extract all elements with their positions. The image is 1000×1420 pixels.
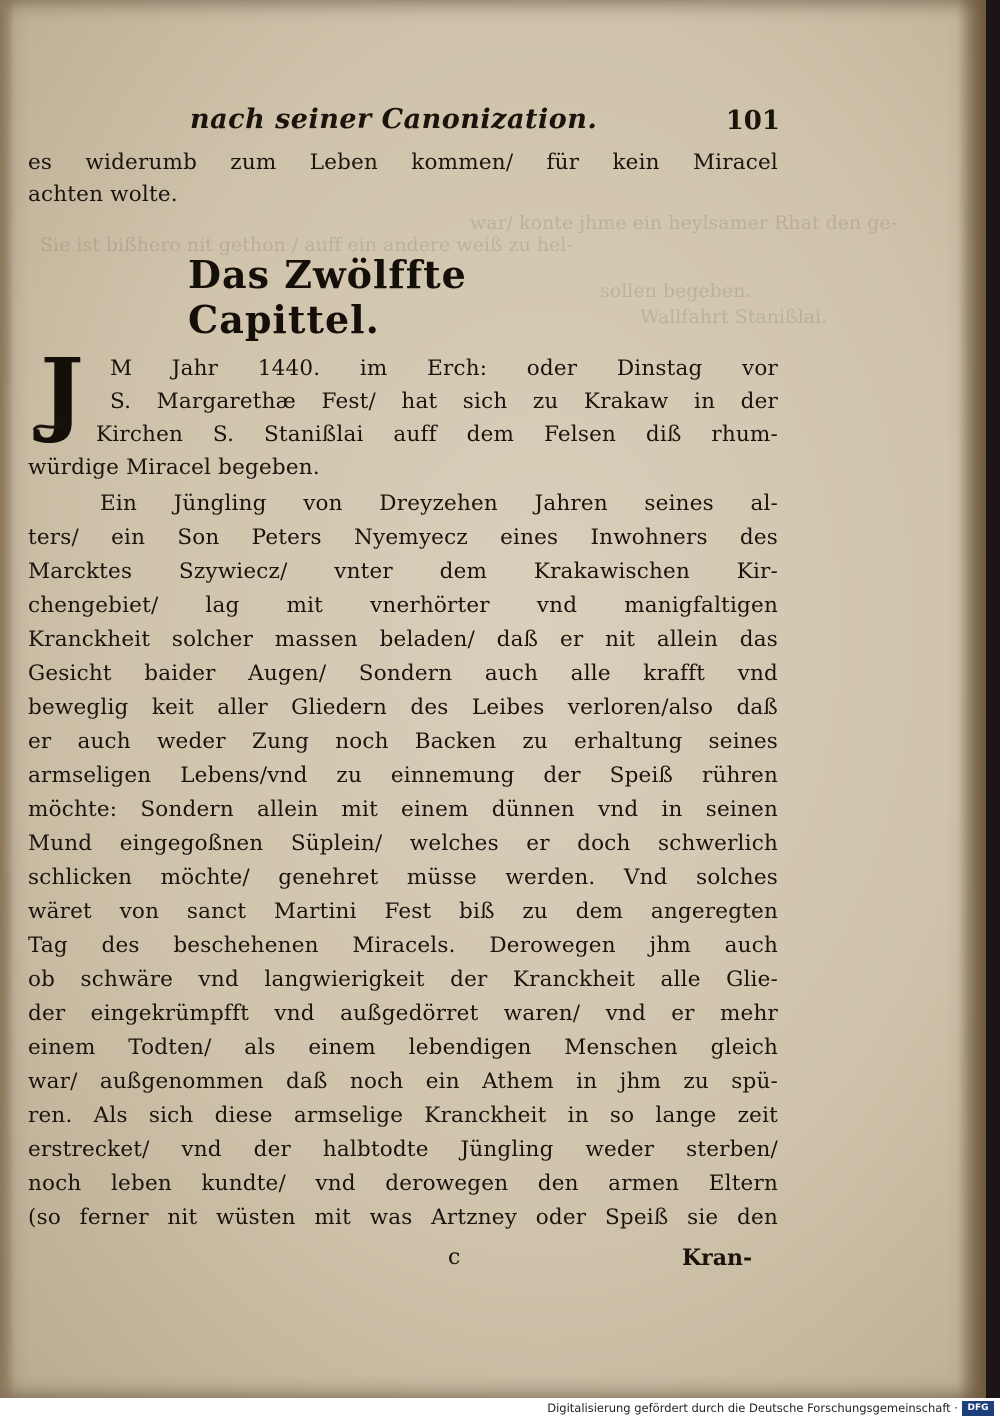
footer-credit: Digitalisierung gefördert durch die Deutsche Forschungsgemeinschaft ·: [547, 1401, 958, 1415]
running-head: nach seiner Canonization.: [190, 104, 598, 135]
text-line: der eingekrümpfft vnd außgedörret waren/ vnd er mehr: [28, 1001, 778, 1026]
text-line: wäret von sanct Martini Fest biß zu dem angeregten: [28, 899, 778, 924]
text-line: erstrecket/ vnd der halbtodte Jüngling weder sterben/: [28, 1137, 778, 1162]
text-line: (so ferner nit wüsten mit was Artzney oder Speiß sie den: [28, 1205, 778, 1230]
text-line: S. Margarethæ Fest/ hat sich zu Krakaw in der: [110, 389, 778, 414]
text-line: schlicken möchte/ genehret müsse werden. Vnd solches: [28, 865, 778, 890]
text-line: war/ außgenommen daß noch ein Athem in jhm zu spü-: [28, 1069, 778, 1094]
text-line: M Jahr 1440. im Erch: oder Dinstag vor: [110, 356, 778, 381]
text-line: es widerumb zum Leben kommen/ für kein Miracel: [28, 150, 778, 175]
show-through-text: Sie ist bißhero nit gethon / auff ein andere weiß zu hel-: [40, 234, 573, 256]
text-line: ters/ ein Son Peters Nyemyecz eines Inwohners des: [28, 525, 778, 550]
drop-cap-initial: J: [40, 338, 84, 446]
text-line: er auch weder Zung noch Backen zu erhaltung seines: [28, 729, 778, 754]
signature-mark: c: [448, 1245, 461, 1270]
page-number: 101: [725, 106, 780, 136]
text-line: noch leben kundte/ vnd derowegen den armen Eltern: [28, 1171, 778, 1196]
show-through-text: sollen begeben.: [600, 280, 752, 302]
text-line: achten wolte.: [28, 182, 178, 207]
text-line: Marcktes Szywiecz/ vnter dem Krakawischen Kir-: [28, 559, 778, 584]
text-line: Kirchen S. Stanißlai auff dem Felsen diß rhum-: [96, 422, 778, 447]
text-line: einem Todten/ als einem lebendigen Menschen gleich: [28, 1035, 778, 1060]
text-line: armseligen Lebens/vnd zu einnemung der Speiß rühren: [28, 763, 778, 788]
text-line: Ein Jüngling von Dreyzehen Jahren seines al-: [100, 491, 778, 516]
show-through-text: Wallfahrt Stanißlai.: [640, 306, 828, 328]
text-line: Gesicht baider Augen/ Sondern auch alle krafft vnd: [28, 661, 778, 686]
text-line: Kranckheit solcher massen beladen/ daß er nit allein das: [28, 627, 778, 652]
show-through-text: war/ konte jhme ein heylsamer Rhat den ge-: [470, 212, 898, 234]
digitization-footer: [0, 1398, 1000, 1420]
chapter-title: Das Zwölffte Capittel.: [188, 252, 467, 342]
text-line: beweglig keit aller Gliedern des Leibes verloren/also daß: [28, 695, 778, 720]
page-edge-shadow: [958, 0, 986, 1398]
text-line: würdige Miracel begeben.: [28, 455, 320, 480]
text-line: ob schwäre vnd langwierigkeit der Kranckheit alle Glie-: [28, 967, 778, 992]
drop-cap-flourish-icon: [30, 400, 70, 440]
page-gutter-shadow: [0, 0, 14, 1398]
catchword: Kran-: [682, 1245, 753, 1271]
text-line: Mund eingegoßnen Süplein/ welches er doch schwerlich: [28, 831, 778, 856]
text-line: ren. Als sich diese armselige Kranckheit in so lange zeit: [28, 1103, 778, 1128]
dfg-logo: DFG: [962, 1401, 994, 1416]
text-line: chengebiet/ lag mit vnerhörter vnd manigfaltigen: [28, 593, 778, 618]
text-line: möchte: Sondern allein mit einem dünnen vnd in seinen: [28, 797, 778, 822]
page-header: [190, 104, 780, 146]
text-line: Tag des beschehenen Miracels. Derowegen jhm auch: [28, 933, 778, 958]
